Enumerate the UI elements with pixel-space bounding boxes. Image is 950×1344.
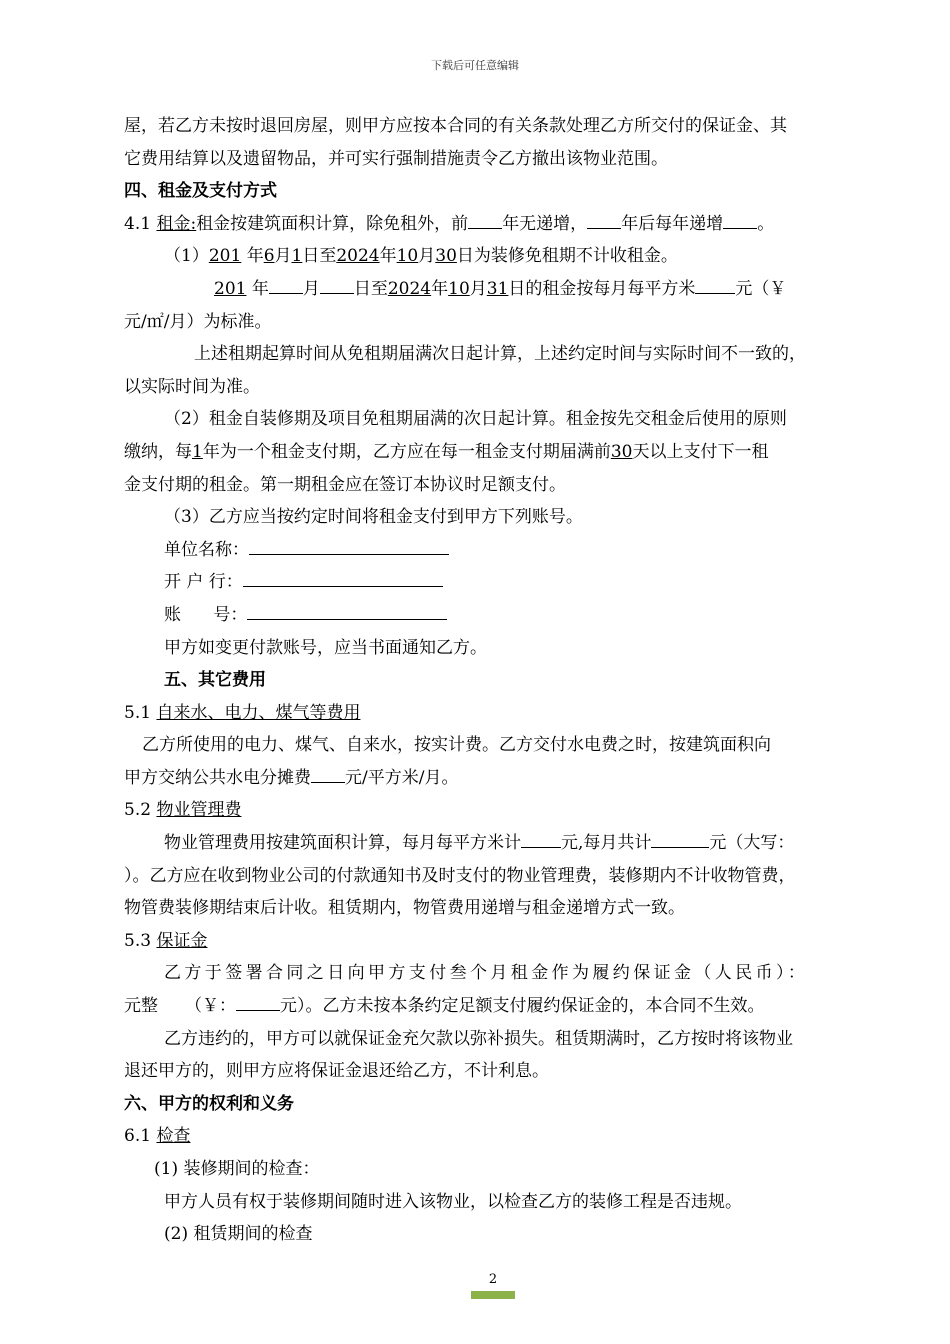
clause-5-1: 5.1 自来水、电力、煤气等费用 <box>124 702 361 723</box>
paragraph-line: 退还甲方的，则甲方应将保证金退还给乙方，不计利息。 <box>124 1061 549 1082</box>
blank-field <box>243 566 443 587</box>
paragraph-line: ）。乙方应在收到物业公司的付款通知书及时支付的物业管理费，装修期内不计收物管费， <box>124 865 796 886</box>
paragraph-line: 乙方于签署合同之日向甲方支付叁个月租金作为履约保证金（人民币）： <box>164 963 809 984</box>
paragraph-line: 甲方交纳公共水电分摊费 元/平方米/月。 <box>124 762 890 795</box>
blank-field <box>695 273 735 294</box>
paragraph-line: 它费用结算以及遗留物品，并可实行强制措施责令乙方撤出该物业范围。 <box>124 148 668 169</box>
blank-field <box>723 208 757 229</box>
paragraph-line: (2) 租赁期间的检查 <box>164 1224 313 1245</box>
paragraph-line: 甲方人员有权于装修期间随时进入该物业，以检查乙方的装修工程是否违规。 <box>164 1191 742 1212</box>
clause-4-1-item-3: （3）乙方应当按约定时间将租金支付到甲方下列账号。 <box>164 507 583 528</box>
clause-4-1-item-2-para: （2）租金自装修期及项目免租期届满的次日起计算。租金按先交租金后使用的原则 <box>164 409 787 430</box>
clause-5-3: 5.3 保证金 <box>124 930 208 951</box>
section-4-title: 四、租金及支付方式 <box>124 181 277 202</box>
paragraph-line: 上述租期起算时间从免租期届满次日起计算，上述约定时间与实际时间不一致的， <box>194 344 806 365</box>
footer-bar <box>471 1291 515 1299</box>
paragraph-line: 物业管理费用按建筑面积计算，每月每平方米计 元,每月共计 元（大写： <box>124 827 890 860</box>
paragraph-line: 物管费装修期结束后计收。租赁期内，物管费用递增与租金递增方式一致。 <box>124 898 685 919</box>
paragraph-line: 元/㎡/月）为标准。 <box>124 311 272 332</box>
clause-6-1: 6.1 检查 <box>124 1126 191 1147</box>
paragraph-line: 乙方违约的，甲方可以就保证金充欠款以弥补损失。租赁期满时，乙方按时将该物业 <box>164 1028 793 1049</box>
blank-field <box>236 990 280 1011</box>
paragraph-line: 屋，若乙方未按时退回房屋，则甲方应按本合同的有关条款处理乙方所交付的保证金、其 <box>124 116 787 136</box>
clause-5-2: 5.2 物业管理费 <box>124 800 242 821</box>
page-footer <box>471 1272 515 1299</box>
blank-field <box>651 827 709 848</box>
paragraph-line: (1) 装修期间的检查： <box>154 1159 320 1179</box>
blank-field <box>249 534 449 555</box>
paragraph-line: 金支付期的租金。第一期租金应在签订本协议时足额支付。 <box>124 474 566 495</box>
paragraph-line: 以实际时间为准。 <box>124 376 260 397</box>
page-header: 下载后可任意编辑 <box>431 59 519 72</box>
document-body <box>124 110 890 1251</box>
account-number-row: 账 号： <box>124 599 890 632</box>
blank-field <box>269 273 303 294</box>
blank-field <box>320 273 354 294</box>
clause-4-1-item-1: （1）201 年6月1日至2024年10月30日为装修免租期不计收租金。 <box>164 246 678 267</box>
blank-field <box>521 827 561 848</box>
paragraph-line: 缴纳，每1年为一个租金支付期，乙方应在每一租金支付期届满前30天以上支付下一租 <box>124 441 769 462</box>
blank-field <box>247 599 447 620</box>
blank-field <box>311 762 345 783</box>
paragraph-line: 甲方如变更付款账号，应当书面通知乙方。 <box>164 637 487 658</box>
account-bank-row: 开 户 行： <box>124 566 890 599</box>
paragraph-line: 元整 （￥： 元）。乙方未按本条约定足额支付履约保证金的，本合同不生效。 <box>124 990 890 1023</box>
blank-field <box>587 208 621 229</box>
blank-field <box>468 208 502 229</box>
section-6-title: 六、甲方的权利和义务 <box>124 1093 294 1114</box>
account-name-row: 单位名称： <box>124 534 890 567</box>
page-number: 2 <box>488 1272 498 1287</box>
paragraph-line: 乙方所使用的电力、煤气、自来水，按实计费。乙方交付水电费之时，按建筑面积向 <box>142 735 771 756</box>
clause-4-1: 4.1 租金:租金按建筑面积计算，除免租外，前 年无递增， 年后每年递增 。 <box>124 208 890 241</box>
section-5-title: 五、其它费用 <box>164 670 266 691</box>
clause-4-1-item-2: 201 年 月 日至2024年10月31日的租金按每月每平方米 元（￥ <box>124 273 890 306</box>
rent-label: 租金: <box>156 213 197 234</box>
